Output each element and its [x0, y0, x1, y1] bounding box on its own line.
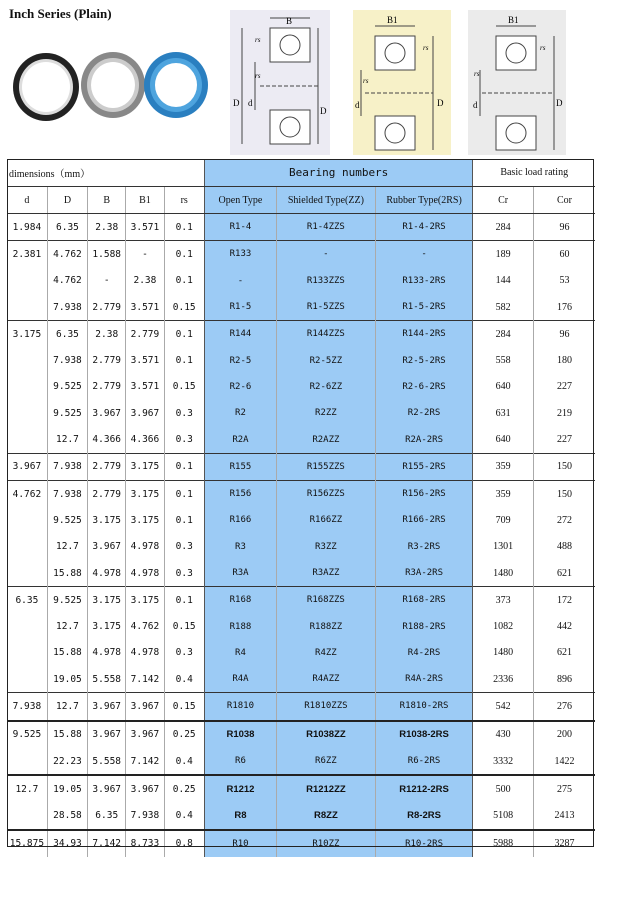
cell-rubber: R188-2RS — [375, 613, 473, 639]
cell-cor: 150 — [533, 480, 595, 507]
cell-rs: 0.3 — [164, 534, 204, 560]
cell-cor: 219 — [533, 400, 595, 426]
table-row — [7, 507, 595, 533]
cell-d — [7, 534, 47, 560]
cell-D: 7.938 — [47, 480, 87, 507]
cell-B: 3.967 — [88, 775, 126, 802]
cell-shielded: R3AZZ — [277, 560, 376, 587]
cell-shielded: R156ZZS — [277, 480, 376, 507]
cell-B: 2.38 — [88, 321, 126, 348]
cell-B: 3.967 — [88, 721, 126, 748]
cell-cr: 582 — [473, 294, 533, 321]
cell-B: - — [88, 268, 126, 294]
cell-cr: 5108 — [473, 803, 533, 830]
cell-D: 34.93 — [47, 830, 87, 857]
col-header-cor: Cor — [533, 187, 595, 214]
cell-D: 7.938 — [47, 453, 87, 480]
cell-D: 9.525 — [47, 374, 87, 400]
table-row — [7, 214, 595, 241]
col-header-B: B — [88, 187, 126, 214]
cell-B: 6.35 — [88, 803, 126, 830]
cell-rs: 0.1 — [164, 321, 204, 348]
rubber-type-diagram — [468, 10, 566, 155]
cell-D: 4.762 — [47, 268, 87, 294]
cell-rs: 0.15 — [164, 693, 204, 721]
cell-open: R2 — [204, 400, 276, 426]
table-row — [7, 480, 595, 507]
cell-rubber: R8-2RS — [375, 803, 473, 830]
cell-shielded: R10ZZ — [277, 830, 376, 857]
cell-cor: 275 — [533, 775, 595, 802]
cell-D: 6.35 — [47, 214, 87, 241]
cell-cor: 276 — [533, 693, 595, 721]
cell-rubber: R10-2RS — [375, 830, 473, 857]
svg-text:D: D — [437, 98, 444, 108]
cell-d — [7, 803, 47, 830]
cell-B1: 3.967 — [126, 721, 164, 748]
cell-D: 15.88 — [47, 721, 87, 748]
cell-B1: 3.175 — [126, 480, 164, 507]
cell-B1: 4.978 — [126, 534, 164, 560]
table-row — [7, 347, 595, 373]
cell-rs: 0.1 — [164, 453, 204, 480]
cell-rs: 0.1 — [164, 241, 204, 268]
table-row — [7, 374, 595, 400]
cell-rs: 0.4 — [164, 666, 204, 693]
cell-open: R2-6 — [204, 374, 276, 400]
svg-text:B1: B1 — [508, 15, 519, 25]
cell-B1: 7.142 — [126, 666, 164, 693]
cell-open: R155 — [204, 453, 276, 480]
cell-cr: 189 — [473, 241, 533, 268]
table-row — [7, 321, 595, 348]
cell-rubber: R2-2RS — [375, 400, 473, 426]
cell-d — [7, 560, 47, 587]
cell-d — [7, 400, 47, 426]
cell-rubber: R2-5-2RS — [375, 347, 473, 373]
cell-shielded: R8ZZ — [277, 803, 376, 830]
cell-open: R2-5 — [204, 347, 276, 373]
cell-rubber: R2A-2RS — [375, 426, 473, 453]
cell-D: 6.35 — [47, 321, 87, 348]
cell-rs: 0.8 — [164, 830, 204, 857]
cell-B: 2.779 — [88, 453, 126, 480]
cell-shielded: R6ZZ — [277, 748, 376, 775]
dimensions-header: dimensions（mm） — [7, 159, 204, 187]
cell-open: R188 — [204, 613, 276, 639]
cell-cor: 176 — [533, 294, 595, 321]
cell-open: R6 — [204, 748, 276, 775]
cell-cr: 1301 — [473, 534, 533, 560]
cell-D: 7.938 — [47, 294, 87, 321]
cell-open: R10 — [204, 830, 276, 857]
cell-B1: 2.38 — [126, 268, 164, 294]
cell-D: 9.525 — [47, 507, 87, 533]
cell-cor: 60 — [533, 241, 595, 268]
cell-B1: 3.571 — [126, 374, 164, 400]
cell-rs: 0.4 — [164, 803, 204, 830]
cell-B: 2.779 — [88, 374, 126, 400]
cell-cr: 1082 — [473, 613, 533, 639]
cell-shielded: R1-5ZZS — [277, 294, 376, 321]
cell-rs: 0.4 — [164, 748, 204, 775]
cell-cor: 172 — [533, 587, 595, 614]
svg-text:rs: rs — [255, 36, 261, 44]
cell-shielded: R1038ZZ — [277, 721, 376, 748]
cell-B: 4.978 — [88, 560, 126, 587]
cell-B: 2.779 — [88, 347, 126, 373]
cell-cr: 2336 — [473, 666, 533, 693]
col-header-cr: Cr — [473, 187, 533, 214]
cell-cor: 272 — [533, 507, 595, 533]
cell-rubber: R166-2RS — [375, 507, 473, 533]
cell-d — [7, 426, 47, 453]
cell-B: 2.779 — [88, 480, 126, 507]
cell-rubber: R1-4-2RS — [375, 214, 473, 241]
cell-cor: 96 — [533, 321, 595, 348]
cell-D: 7.938 — [47, 347, 87, 373]
cell-rs: 0.3 — [164, 400, 204, 426]
cell-shielded: R3ZZ — [277, 534, 376, 560]
cell-rubber: R156-2RS — [375, 480, 473, 507]
cell-cor: 621 — [533, 640, 595, 666]
table-row — [7, 587, 595, 614]
cell-B: 3.967 — [88, 534, 126, 560]
svg-text:d: d — [355, 100, 360, 110]
cell-d: 1.984 — [7, 214, 47, 241]
svg-text:D: D — [556, 98, 563, 108]
cell-open: R168 — [204, 587, 276, 614]
cell-B: 3.175 — [88, 587, 126, 614]
table-row — [7, 613, 595, 639]
table-row — [7, 721, 595, 748]
cell-rs: 0.3 — [164, 426, 204, 453]
table-row — [7, 268, 595, 294]
cell-rubber: R1038-2RS — [375, 721, 473, 748]
cell-shielded: R2-6ZZ — [277, 374, 376, 400]
cell-cr: 359 — [473, 453, 533, 480]
cell-rubber: R2-6-2RS — [375, 374, 473, 400]
svg-text:rs: rs — [363, 77, 369, 85]
table-row — [7, 830, 595, 857]
cell-B: 4.978 — [88, 640, 126, 666]
cell-d: 3.967 — [7, 453, 47, 480]
cell-cor: 3287 — [533, 830, 595, 857]
cell-rs: 0.25 — [164, 775, 204, 802]
cell-open: R1-4 — [204, 214, 276, 241]
cell-rs: 0.25 — [164, 721, 204, 748]
table-row — [7, 534, 595, 560]
col-header-rubber: Rubber Type(2RS) — [375, 187, 473, 214]
cell-cor: 227 — [533, 426, 595, 453]
cell-d — [7, 374, 47, 400]
bearings-photo — [8, 40, 213, 130]
cell-open: R1810 — [204, 693, 276, 721]
cell-D: 12.7 — [47, 534, 87, 560]
cell-cr: 284 — [473, 214, 533, 241]
cell-D: 12.7 — [47, 693, 87, 721]
svg-text:B1: B1 — [387, 15, 398, 25]
table-row — [7, 640, 595, 666]
cell-open: R3A — [204, 560, 276, 587]
shielded-type-diagram — [353, 10, 451, 155]
cell-B1: 4.366 — [126, 426, 164, 453]
cell-cor: 2413 — [533, 803, 595, 830]
svg-text:d: d — [473, 100, 478, 110]
cell-d — [7, 268, 47, 294]
cell-cr: 284 — [473, 321, 533, 348]
cell-rs: 0.3 — [164, 640, 204, 666]
cell-open: R1212 — [204, 775, 276, 802]
cell-rubber: R4A-2RS — [375, 666, 473, 693]
cell-B: 1.588 — [88, 241, 126, 268]
cell-B1: - — [126, 241, 164, 268]
cell-open: R156 — [204, 480, 276, 507]
cell-open: R4 — [204, 640, 276, 666]
cell-cr: 631 — [473, 400, 533, 426]
cell-B1: 7.938 — [126, 803, 164, 830]
cell-B1: 3.175 — [126, 507, 164, 533]
cell-cr: 558 — [473, 347, 533, 373]
cell-cr: 1480 — [473, 640, 533, 666]
cell-B: 5.558 — [88, 748, 126, 775]
cell-B: 3.175 — [88, 613, 126, 639]
bearing-numbers-header: Bearing numbers — [204, 159, 473, 187]
cell-rubber: - — [375, 241, 473, 268]
cell-rs: 0.15 — [164, 294, 204, 321]
cell-cor: 227 — [533, 374, 595, 400]
cell-d: 9.525 — [7, 721, 47, 748]
table-row — [7, 693, 595, 721]
cell-cor: 96 — [533, 214, 595, 241]
cell-D: 4.762 — [47, 241, 87, 268]
cell-open: R3 — [204, 534, 276, 560]
table-row — [7, 400, 595, 426]
cell-cr: 430 — [473, 721, 533, 748]
basic-load-header: Basic load rating — [473, 159, 595, 187]
cell-B: 5.558 — [88, 666, 126, 693]
cell-shielded: R1212ZZ — [277, 775, 376, 802]
cell-D: 12.7 — [47, 426, 87, 453]
cell-D: 19.05 — [47, 666, 87, 693]
cell-B1: 3.967 — [126, 400, 164, 426]
cell-shielded: R133ZZS — [277, 268, 376, 294]
cell-B: 7.142 — [88, 830, 126, 857]
cell-cor: 180 — [533, 347, 595, 373]
cell-cr: 640 — [473, 426, 533, 453]
cell-D: 12.7 — [47, 613, 87, 639]
cell-rs: 0.1 — [164, 480, 204, 507]
cell-open: R1-5 — [204, 294, 276, 321]
table-row — [7, 560, 595, 587]
cell-rubber: R3A-2RS — [375, 560, 473, 587]
cell-open: R166 — [204, 507, 276, 533]
cell-D: 9.525 — [47, 400, 87, 426]
cell-B: 3.967 — [88, 693, 126, 721]
col-header-rs: rs — [164, 187, 204, 214]
cell-shielded: R168ZZS — [277, 587, 376, 614]
cell-cr: 5988 — [473, 830, 533, 857]
bearing-table — [7, 159, 595, 857]
cell-open: R4A — [204, 666, 276, 693]
table-row — [7, 748, 595, 775]
cell-cor: 150 — [533, 453, 595, 480]
cell-d — [7, 640, 47, 666]
svg-text:B: B — [286, 16, 293, 26]
cell-D: 28.58 — [47, 803, 87, 830]
cell-D: 9.525 — [47, 587, 87, 614]
svg-text:rs: rs — [255, 72, 261, 80]
page-title: Inch Series (Plain) — [9, 6, 112, 21]
cell-open: - — [204, 268, 276, 294]
cell-cr: 542 — [473, 693, 533, 721]
cell-rs: 0.15 — [164, 374, 204, 400]
cell-cor: 488 — [533, 534, 595, 560]
cell-rubber: R1810-2RS — [375, 693, 473, 721]
cell-B1: 3.571 — [126, 214, 164, 241]
cell-D: 22.23 — [47, 748, 87, 775]
table-row — [7, 803, 595, 830]
cell-D: 19.05 — [47, 775, 87, 802]
cell-rubber: R3-2RS — [375, 534, 473, 560]
cell-open: R8 — [204, 803, 276, 830]
cell-B: 4.366 — [88, 426, 126, 453]
cell-d — [7, 507, 47, 533]
cell-d — [7, 347, 47, 373]
cell-shielded: R166ZZ — [277, 507, 376, 533]
cell-open: R2A — [204, 426, 276, 453]
cell-rs: 0.1 — [164, 587, 204, 614]
cell-cr: 359 — [473, 480, 533, 507]
cell-B1: 3.571 — [126, 294, 164, 321]
cell-rs: 0.1 — [164, 268, 204, 294]
cell-B1: 8.733 — [126, 830, 164, 857]
cell-B: 2.779 — [88, 294, 126, 321]
cell-cr: 640 — [473, 374, 533, 400]
svg-text:rs: rs — [423, 44, 429, 52]
cell-B1: 3.571 — [126, 347, 164, 373]
cell-cr: 144 — [473, 268, 533, 294]
cell-cr: 1480 — [473, 560, 533, 587]
col-header-B1: B1 — [126, 187, 164, 214]
cell-B1: 3.175 — [126, 453, 164, 480]
cell-cor: 53 — [533, 268, 595, 294]
cell-d — [7, 666, 47, 693]
cell-D: 15.88 — [47, 560, 87, 587]
cell-rubber: R1-5-2RS — [375, 294, 473, 321]
cell-shielded: R4AZZ — [277, 666, 376, 693]
cell-B1: 4.762 — [126, 613, 164, 639]
cell-cr: 500 — [473, 775, 533, 802]
cell-B1: 4.978 — [126, 560, 164, 587]
cell-B: 3.175 — [88, 507, 126, 533]
cell-d: 3.175 — [7, 321, 47, 348]
cell-rubber: R155-2RS — [375, 453, 473, 480]
cell-rubber: R168-2RS — [375, 587, 473, 614]
cell-D: 15.88 — [47, 640, 87, 666]
cell-open: R1038 — [204, 721, 276, 748]
cell-d: 4.762 — [7, 480, 47, 507]
cell-open: R133 — [204, 241, 276, 268]
cell-B: 2.38 — [88, 214, 126, 241]
cell-shielded: R144ZZS — [277, 321, 376, 348]
cell-rubber: R6-2RS — [375, 748, 473, 775]
cell-rubber: R1212-2RS — [375, 775, 473, 802]
cell-shielded: R2AZZ — [277, 426, 376, 453]
cell-d: 2.381 — [7, 241, 47, 268]
svg-text:rs: rs — [474, 70, 480, 78]
svg-text:d: d — [248, 98, 253, 108]
cell-rs: 0.3 — [164, 560, 204, 587]
cell-d — [7, 748, 47, 775]
cell-rubber: R144-2RS — [375, 321, 473, 348]
cell-rs: 0.1 — [164, 347, 204, 373]
cell-shielded: R1810ZZS — [277, 693, 376, 721]
table-row — [7, 666, 595, 693]
cell-d: 15.875 — [7, 830, 47, 857]
svg-text:D: D — [320, 106, 327, 116]
cell-rs: 0.1 — [164, 214, 204, 241]
cell-d — [7, 613, 47, 639]
cell-d: 7.938 — [7, 693, 47, 721]
cell-shielded: R188ZZ — [277, 613, 376, 639]
cell-d: 6.35 — [7, 587, 47, 614]
cell-shielded: R2-5ZZ — [277, 347, 376, 373]
cell-shielded: - — [277, 241, 376, 268]
cell-cor: 200 — [533, 721, 595, 748]
cell-d — [7, 294, 47, 321]
table-row — [7, 241, 595, 268]
svg-text:rs: rs — [540, 44, 546, 52]
cell-open: R144 — [204, 321, 276, 348]
cell-cr: 709 — [473, 507, 533, 533]
col-header-D: D — [47, 187, 87, 214]
cell-shielded: R155ZZS — [277, 453, 376, 480]
cell-B1: 2.779 — [126, 321, 164, 348]
cell-B1: 7.142 — [126, 748, 164, 775]
cell-shielded: R1-4ZZS — [277, 214, 376, 241]
cell-B1: 3.175 — [126, 587, 164, 614]
col-header-shielded: Shielded Type(ZZ) — [277, 187, 376, 214]
cell-rs: 0.1 — [164, 507, 204, 533]
cell-rubber: R133-2RS — [375, 268, 473, 294]
cell-cr: 373 — [473, 587, 533, 614]
cell-rubber: R4-2RS — [375, 640, 473, 666]
table-row — [7, 294, 595, 321]
cell-B: 3.967 — [88, 400, 126, 426]
col-header-d: d — [7, 187, 47, 214]
cell-B1: 4.978 — [126, 640, 164, 666]
cell-shielded: R4ZZ — [277, 640, 376, 666]
open-type-diagram — [230, 10, 330, 155]
table-row — [7, 426, 595, 453]
cell-B1: 3.967 — [126, 693, 164, 721]
table-row — [7, 453, 595, 480]
cell-cor: 1422 — [533, 748, 595, 775]
cell-d: 12.7 — [7, 775, 47, 802]
cell-cor: 621 — [533, 560, 595, 587]
cell-B1: 3.967 — [126, 775, 164, 802]
cell-cr: 3332 — [473, 748, 533, 775]
col-header-open: Open Type — [204, 187, 276, 214]
cell-cor: 896 — [533, 666, 595, 693]
cell-shielded: R2ZZ — [277, 400, 376, 426]
table-row — [7, 775, 595, 802]
cell-rs: 0.15 — [164, 613, 204, 639]
cell-cor: 442 — [533, 613, 595, 639]
svg-text:D: D — [233, 98, 240, 108]
